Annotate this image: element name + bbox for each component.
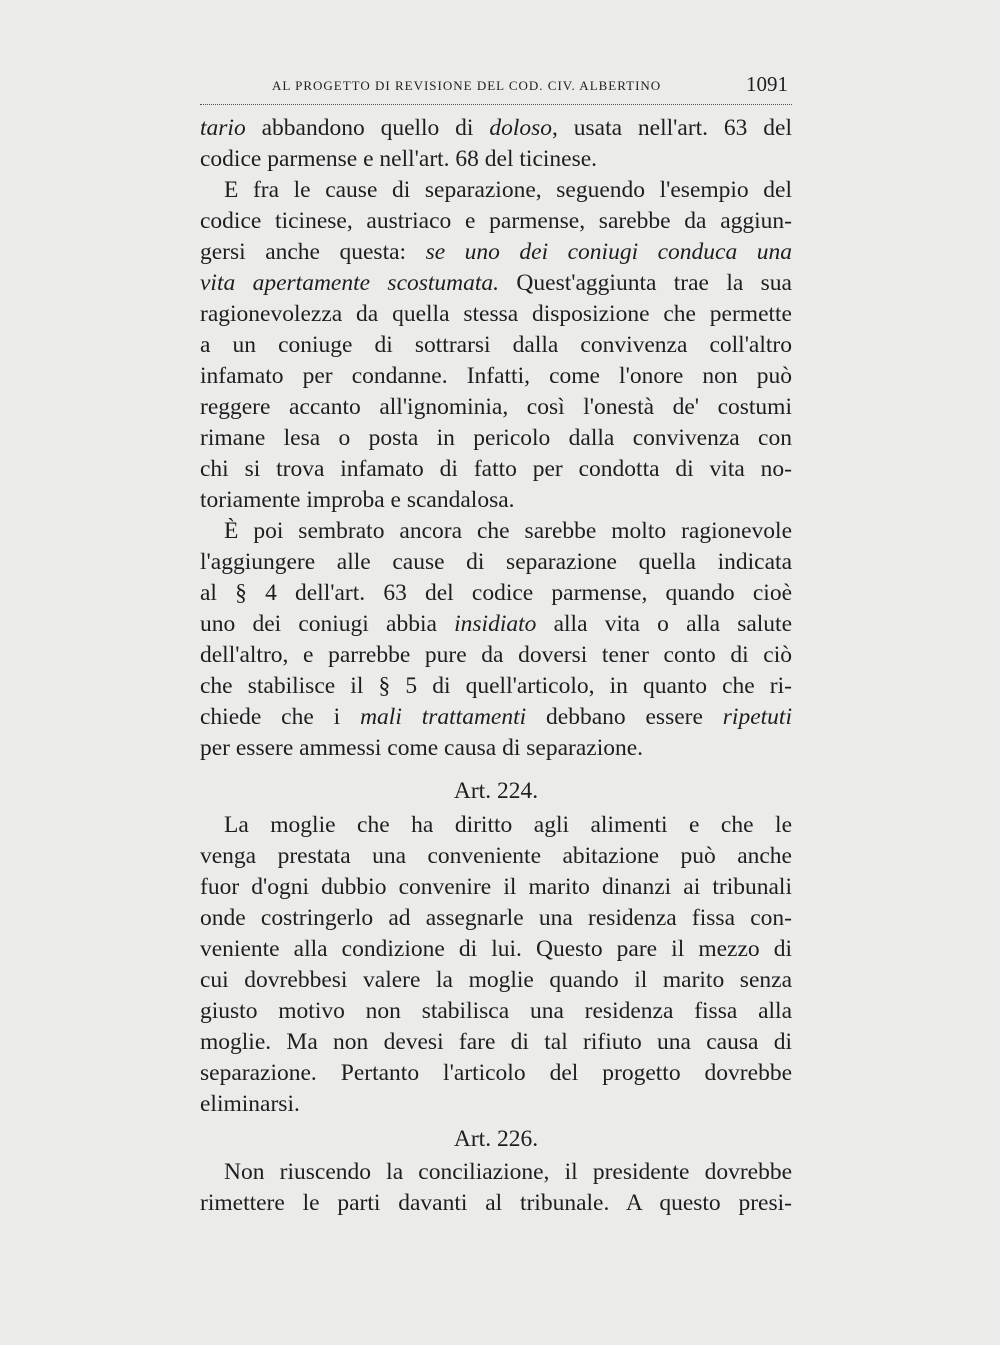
- text-line: l'aggiungere alle cause di separazione quella indicata: [200, 549, 792, 575]
- text-span: uno dei coniugi abbia: [200, 611, 455, 637]
- text-line: veniente alla condizione di lui. Questo pare il mezzo di: [200, 936, 792, 962]
- text-line: onde costringerlo ad assegnarle una residenza fissa con-: [200, 905, 792, 931]
- text-line: [200, 702, 792, 733]
- text-line: fuor d'ogni dubbio convenire il marito dinanzi ai tribunali: [200, 874, 792, 900]
- text-line: che stabilisce il § 5 di quell'articolo, in quanto che ri-: [200, 673, 792, 699]
- text-line: [200, 237, 792, 268]
- text-line: chi si trova infamato di fatto per condotta di vita no-: [200, 456, 792, 482]
- italic-term: mali trattamenti: [360, 704, 527, 730]
- text-span: gersi anche questa:: [200, 239, 426, 265]
- italic-term: doloso: [489, 115, 553, 141]
- section-heading: Art. 226.: [453, 1126, 539, 1152]
- page-header: [200, 72, 792, 105]
- running-title: AL PROGETTO DI REVISIONE DEL COD. CIV. ALBERTINO: [272, 78, 662, 93]
- text-line: cui dovrebbesi valere la moglie quando il marito senza: [200, 967, 792, 993]
- text-line: moglie. Ma non devesi fare di tal rifiuto una causa di: [200, 1029, 792, 1055]
- text-line: codice ticinese, austriaco e parmense, sarebbe da aggiun-: [200, 208, 792, 234]
- text-line: È poi sembrato ancora che sarebbe molto ragionevole: [224, 518, 792, 544]
- text-line: per essere ammessi come causa di separazione.: [200, 735, 644, 761]
- text-line: La moglie che ha diritto agli alimenti e che le: [224, 812, 792, 838]
- text-span: alla vita o alla salute: [536, 611, 793, 637]
- text-line: rimane lesa o posta in pericolo dalla convivenza con: [200, 425, 792, 451]
- text-line: codice parmense e nell'art. 68 del ticinese.: [200, 146, 598, 172]
- text-line: infamato per condanne. Infatti, come l'onore non può: [200, 363, 792, 389]
- text-span: , usata nell'art. 63 del: [552, 115, 792, 141]
- text-line: [200, 268, 792, 299]
- text-line: a un coniuge di sottrarsi dalla convivenza coll'altro: [200, 332, 792, 358]
- text-line: [200, 113, 792, 144]
- text-line: toriamente improba e scandalosa.: [200, 487, 515, 513]
- text-line: separazione. Pertanto l'articolo del progetto dovrebbe: [200, 1060, 792, 1086]
- text-span: debbano essere: [526, 704, 723, 730]
- italic-quote: vita apertamente scostumata.: [200, 270, 500, 296]
- text-line: E fra le cause di separazione, seguendo l'esempio del: [224, 177, 792, 203]
- text-line: ragionevolezza da quella stessa disposizione che permette: [200, 301, 792, 327]
- text-line: al § 4 dell'art. 63 del codice parmense, quando cioè: [200, 580, 792, 606]
- section-heading: Art. 224.: [453, 778, 539, 804]
- text-line: eliminarsi.: [200, 1091, 300, 1117]
- text-span: Quest'aggiunta trae la sua: [499, 270, 792, 296]
- text-line: giusto motivo non stabilisca una residenza fissa alla: [200, 998, 792, 1024]
- text-span: chiede che i: [200, 704, 361, 730]
- text-line: Non riuscendo la conciliazione, il presidente dovrebbe: [224, 1159, 792, 1185]
- text-line: rimettere le parti davanti al tribunale. A questo presi-: [200, 1190, 792, 1216]
- text-line: venga prestata una conveniente abitazione può anche: [200, 843, 792, 869]
- text-line: [200, 609, 792, 640]
- italic-term: insidiato: [454, 611, 537, 637]
- page-number: 1091: [746, 72, 788, 96]
- text-span: abbandono quello di: [245, 115, 490, 141]
- text-line: reggere accanto all'ignominia, così l'onestà de' costumi: [200, 394, 792, 420]
- italic-term: tario: [200, 115, 246, 141]
- italic-quote: se uno dei coniugi conduca una: [425, 239, 792, 265]
- text-line: dell'altro, e parrebbe pure da doversi tener conto di ciò: [200, 642, 792, 668]
- italic-term: ripetuti: [722, 704, 792, 730]
